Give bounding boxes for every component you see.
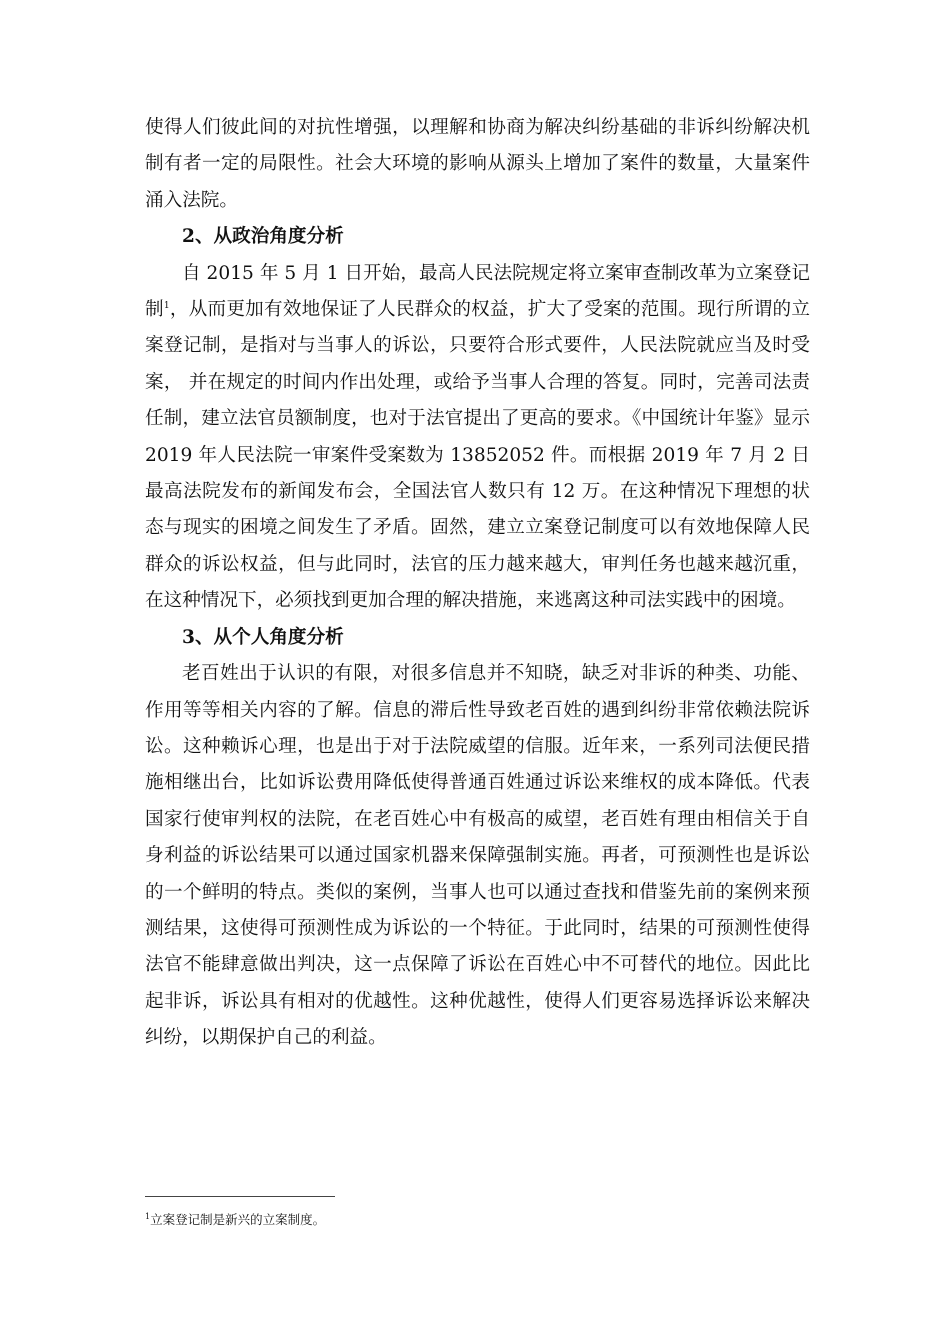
section-heading-personal: 3、从个人角度分析	[182, 626, 344, 648]
paragraph-intro: 使得人们彼此间的对抗性增强，以理解和协商为解决纠纷基础的非诉纠纷解决机制有者一定的局限性。社会大环境的影响从源头上增加了案件的数量，大量案件涌入法院。	[145, 117, 810, 211]
paragraph-political-part2: ，从而更加有效地保证了人民群众的权益，扩大了受案的范围。现行所谓的立案登记制，是指对与当事人的诉讼，只要符合形式要件，人民法院就应当及时受案， 并在规定的时间内作出处理，或给予当事人合理的答复。同时，完善司法责任制，建立法官员额制度，也对于法官提出了更高的要求。《中国统计年鉴》显示 2019 年人民法院一审案件受案数为 13852052 件。而根据 2019 年 7 月 2 日最高法院发布的新闻发布会，全国法官人数只有 12 万。在这种情况下理想的状态与现实的困境之间发生了矛盾。固然，建立立案登记制度可以有效地保障人民群众的诉讼权益，但与此同时，法官的压力越来越大，审判任务也越来越沉重，在这种情况下，必须找到更加合理的解决措施，来逃离这种司法实践中的困境。	[145, 299, 810, 612]
footnote	[145, 1210, 810, 1230]
paragraph-personal: 老百姓出于认识的有限，对很多信息并不知晓，缺乏对非诉的种类、功能、作用等等相关内容的了解。信息的滞后性导致老百姓的遇到纠纷非常依赖法院诉讼。这种赖诉心理，也是出于对于法院威望的信服。近年来，一系列司法便民措施相继出台，比如诉讼费用降低使得普通百姓通过诉讼来维权的成本降低。代表国家行使审判权的法院，在老百姓心中有极高的威望，老百姓有理由相信关于自身利益的诉讼结果可以通过国家机器来保障强制实施。再者，可预测性也是诉讼的一个鲜明的特点。类似的案例，当事人也可以通过查找和借鉴先前的案例来预测结果，这使得可预测性成为诉讼的一个特征。于此同时，结果的可预测性使得法官不能肆意做出判决，这一点保障了诉讼在百姓心中不可替代的地位。因此比起非诉，诉讼具有相对的优越性。这种优越性，使得人们更容易选择诉讼来解决纠纷，以期保护自己的利益。	[145, 663, 810, 1049]
footnote-text: 立案登记制是新兴的立案制度。	[150, 1212, 326, 1227]
section-heading-political: 2、从政治角度分析	[182, 226, 344, 248]
footnote-reference[interactable]: 1	[163, 300, 170, 311]
footnote-mark: 1	[145, 1211, 151, 1221]
footnote-divider	[145, 1196, 335, 1197]
paragraph-political-part1: 自 2015 年 5 月 1 日开始，最高人民法院规定将立案审查制改革为立案登记制	[145, 262, 810, 321]
document-body	[145, 110, 810, 1057]
paragraph-political	[145, 256, 810, 620]
